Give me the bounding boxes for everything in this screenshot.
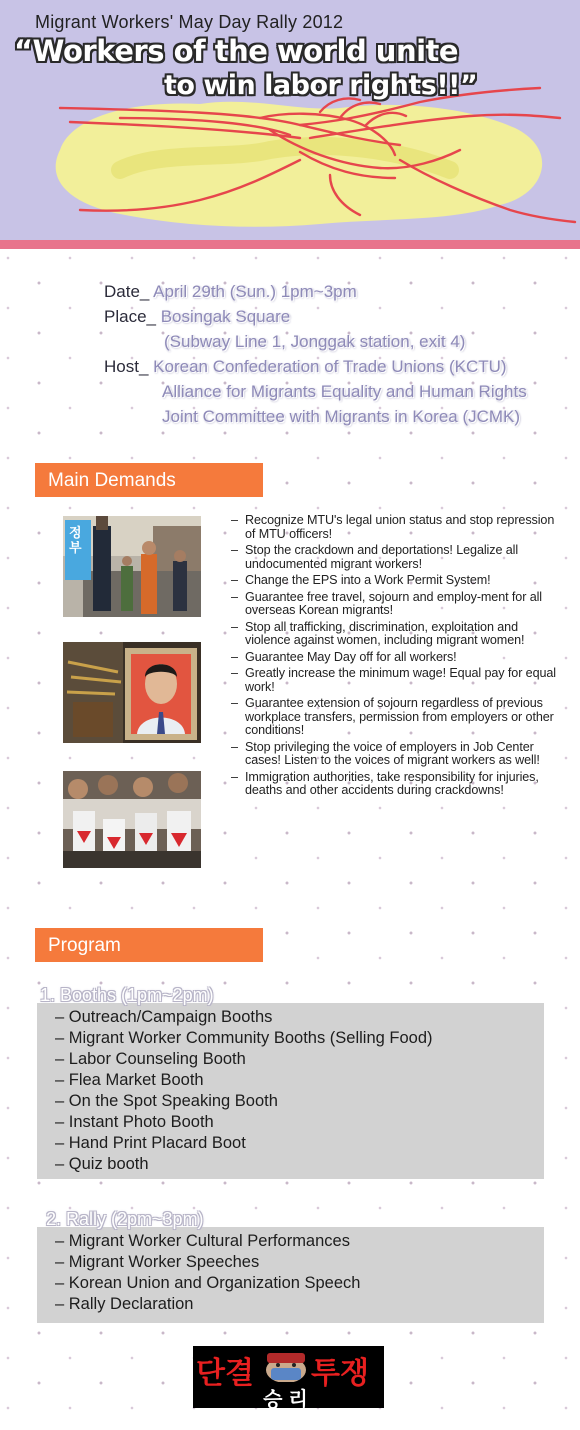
host-row-2 (162, 382, 527, 402)
place-row (104, 307, 290, 327)
rally-box (37, 1227, 544, 1323)
list-item: – Stop the crackdown and deportations! Legalize all undocumented migrant workers! (231, 544, 561, 571)
list-item: – Hand Print Placard Boot (55, 1133, 544, 1154)
program-heading: Program (35, 928, 263, 962)
place-label: Place_ (104, 307, 156, 326)
list-item: – Guarantee extension of sojourn regardless of previous workplace transfers, permission from employers or other conditions! (231, 697, 561, 738)
rally-crowd-photo (63, 771, 201, 868)
list-item: – Migrant Worker Community Booths (Selling Food) (55, 1028, 544, 1049)
memorial-photo (63, 642, 201, 743)
list-item: – Flea Market Booth (55, 1070, 544, 1091)
date-row (104, 282, 357, 302)
list-item: – Recognize MTU's legal union status and stop repression of MTU officers! (231, 514, 561, 541)
host-value-2: Alliance for Migrants Equality and Human Rights (162, 382, 527, 401)
list-item: – Migrant Worker Speeches (55, 1252, 544, 1273)
list-item: – Labor Counseling Booth (55, 1049, 544, 1070)
list-item: – Outreach/Campaign Booths (55, 1007, 544, 1028)
host-value-1: Korean Confederation of Trade Unions (KCTU) (153, 357, 507, 376)
place-detail: (Subway Line 1, Jonggak station, exit 4) (164, 332, 466, 351)
list-item: – Instant Photo Booth (55, 1112, 544, 1133)
logo-text-left: 단결 (196, 1356, 254, 1391)
list-item: – On the Spot Speaking Booth (55, 1091, 544, 1112)
header-divider-bar (0, 240, 580, 249)
list-item: – Migrant Worker Cultural Performances (55, 1231, 544, 1252)
banner-title-line1: “Workers of the world unite (14, 34, 459, 68)
list-item: – Greatly increase the minimum wage! Equal pay for equal work! (231, 667, 561, 694)
main-demands-heading: Main Demands (35, 463, 263, 497)
host-value-3: Joint Committee with Migrants in Korea (JCMK) (162, 407, 521, 426)
logo-text-bottom: 승리 (263, 1387, 314, 1411)
protest-photo-1 (63, 516, 201, 617)
date-label: Date_ (104, 282, 150, 301)
list-item: – Stop privileging the voice of employers in Job Center cases! Listen to the voices of migrant workers as well! (231, 741, 561, 768)
protest-sign-text: 정부 (69, 526, 82, 556)
host-label: Host_ (104, 357, 149, 376)
rally-heading: 2. Rally (2pm~3pm) (46, 1209, 204, 1229)
header-banner (0, 0, 580, 240)
logo-text-right: 투쟁 (311, 1356, 369, 1391)
list-item: – Stop all trafficking, discrimination, exploitation and violence against women, including migrant women! (231, 621, 561, 648)
host-row (104, 357, 507, 377)
list-item: – Rally Declaration (55, 1294, 544, 1315)
place-value: Bosingak Square (160, 307, 291, 326)
booths-box (37, 1003, 544, 1179)
demands-list (231, 514, 561, 801)
list-item: – Guarantee free travel, sojourn and employ-ment for all overseas Korean migrants! (231, 591, 561, 618)
banner-title-line2: to win labor rights!!” (164, 70, 478, 101)
place-detail-row (164, 332, 465, 352)
solidarity-logo (193, 1346, 384, 1411)
booths-heading: 1. Booths (1pm~2pm) (40, 985, 214, 1005)
masked-face-icon (261, 1350, 311, 1382)
list-item: – Korean Union and Organization Speech (55, 1273, 544, 1294)
date-value: April 29th (Sun.) 1pm~3pm (153, 282, 357, 301)
list-item: – Change the EPS into a Work Permit System! (231, 574, 561, 588)
banner-subtitle: Migrant Workers' May Day Rally 2012 (35, 12, 344, 32)
list-item: – Quiz booth (55, 1154, 544, 1175)
host-row-3 (162, 407, 520, 427)
list-item: – Guarantee May Day off for all workers! (231, 651, 561, 665)
list-item: – Immigration authorities, take responsibility for injuries, deaths and other accidents during crackdowns! (231, 771, 561, 798)
